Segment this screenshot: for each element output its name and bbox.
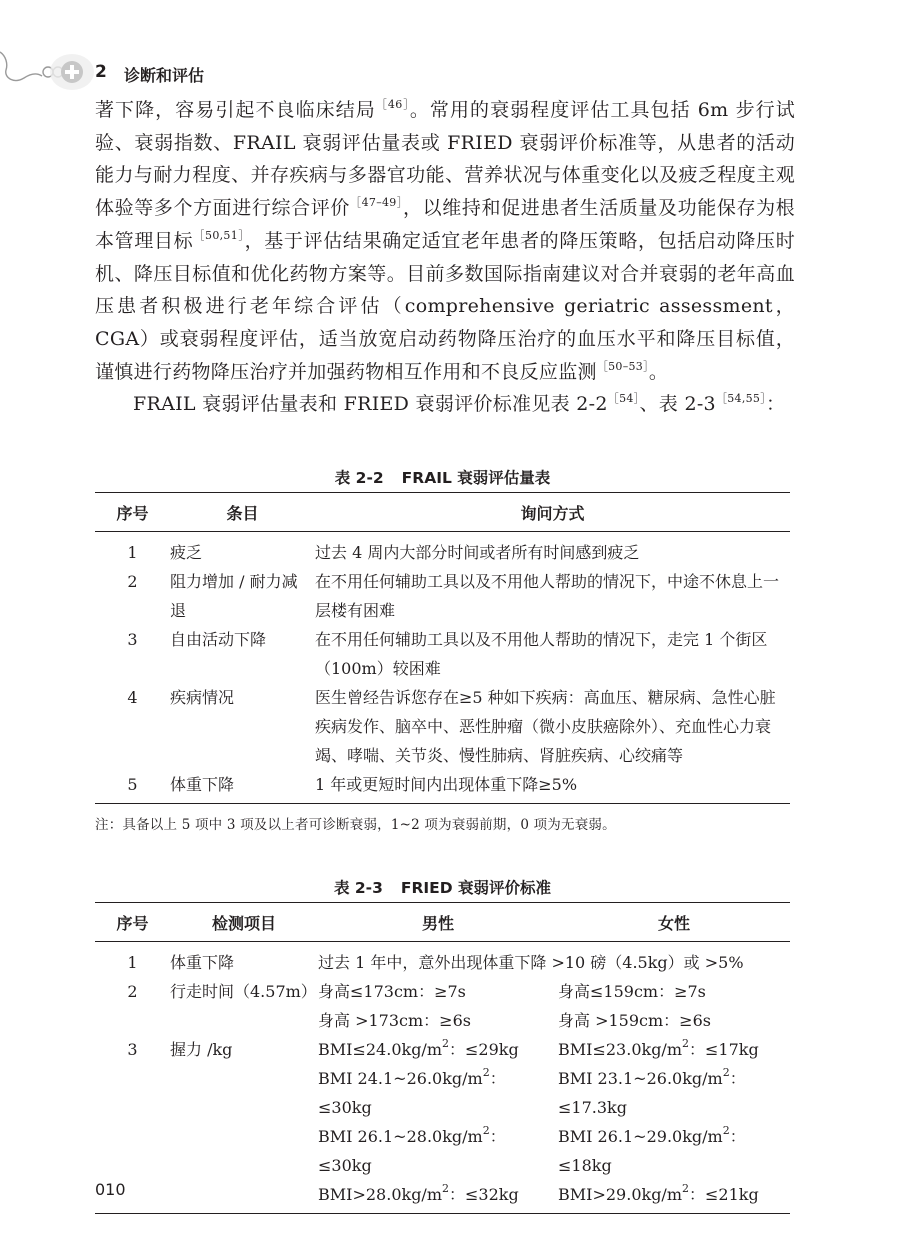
cell-item: 体重下降 bbox=[170, 953, 235, 972]
exponent: 2 bbox=[482, 1066, 490, 1079]
table-row bbox=[95, 683, 790, 770]
exponent: 2 bbox=[682, 1182, 689, 1195]
cell-item: 疾病情况 bbox=[170, 688, 235, 707]
cell-item: 体重下降 bbox=[170, 770, 315, 804]
cell-no: 3 bbox=[95, 1035, 170, 1214]
male-line bbox=[318, 1035, 558, 1064]
frail-table bbox=[95, 492, 790, 804]
cell-no: 5 bbox=[95, 770, 170, 804]
male-line bbox=[318, 1122, 558, 1180]
body-text bbox=[95, 94, 795, 421]
table-title: FRIED 衰弱评价标准 bbox=[400, 879, 552, 897]
header-no: 序号 bbox=[95, 903, 170, 942]
bmi-range: BMI 26.1~29.0kg/m bbox=[558, 1127, 723, 1146]
citation: ［54,55］ bbox=[715, 392, 767, 406]
text-run: ，基于评估结果确定适宜老年患者的降压策略，包括启动降压时机、降压目标值和优化药物方案等。目前多数国际指南建议对合并衰弱的老年高血压患者积极进行老年综合评估（comprehensive geriatric assessment，CGA）或衰弱程度评估，适当放宽启动药物降压治疗的血压水平和降压目标值，谨慎进行药物降压治疗并加强药物相互作用和不良反应监测 bbox=[95, 229, 795, 383]
citation: ［50–53］ bbox=[596, 359, 649, 373]
cell-no: 1 bbox=[127, 953, 138, 972]
threshold: ：≤30kg bbox=[318, 1127, 506, 1175]
stethoscope-icon bbox=[0, 50, 95, 100]
text-run: 。 bbox=[648, 360, 669, 383]
table-row bbox=[95, 567, 790, 625]
cell-male bbox=[318, 977, 558, 1035]
bmi-range: BMI≤23.0kg/m bbox=[558, 1040, 682, 1059]
threshold: ：≤32kg bbox=[449, 1185, 519, 1204]
exponent: 2 bbox=[442, 1182, 449, 1195]
table-row bbox=[95, 942, 790, 978]
cell-method: 过去 4 周内大部分时间或者所有时间感到疲乏 bbox=[315, 543, 640, 562]
cell-item: 阻力增加 / 耐力减退 bbox=[170, 572, 298, 620]
cell-method: 医生曾经告诉您存在≥5 种如下疾病：高血压、糖尿病、急性心脏疾病发作、脑卒中、恶性肿瘤（微小皮肤癌除外）、充血性心力衰竭、哮喘、关节炎、慢性肺病、肾脏疾病、心绞痛等 bbox=[315, 688, 776, 765]
bmi-range: BMI≤24.0kg/m bbox=[318, 1040, 442, 1059]
cell-item: 自由活动下降 bbox=[170, 630, 267, 649]
exponent: 2 bbox=[442, 1037, 449, 1050]
citation: ［46］ bbox=[375, 98, 410, 111]
table-row bbox=[95, 1035, 790, 1214]
exponent: 2 bbox=[482, 1124, 490, 1137]
text-run: 、表 2-3 bbox=[639, 393, 716, 416]
chapter-number: 2 bbox=[95, 62, 107, 82]
table-row bbox=[95, 977, 790, 1035]
table-header-row bbox=[95, 493, 790, 532]
cell-criterion: 过去 1 年中，意外出现体重下降 >10 磅（4.5kg）或 >5% bbox=[318, 953, 744, 972]
fried-table bbox=[95, 902, 790, 1214]
header-method: 询问方式 bbox=[315, 493, 790, 532]
male-line bbox=[318, 1064, 558, 1122]
threshold: ：≤18kg bbox=[558, 1127, 746, 1175]
exponent: 2 bbox=[722, 1066, 730, 1079]
male-line bbox=[318, 1180, 558, 1209]
text-run: ，以维持和促进患者生活质量及功能保存为根本管理目标 bbox=[95, 197, 795, 252]
threshold: ：≤21kg bbox=[689, 1185, 759, 1204]
bmi-range: BMI>28.0kg/m bbox=[318, 1185, 442, 1204]
text-run: 。常用的衰弱程度评估工具包括 6m 步行试验、衰弱指数、FRAIL 衰弱评估量表或 FRIED 衰弱评价标准等，从患者的活动能力与耐力程度、并存疾病与多器官功能、营养状况与体重变化以及疲乏程度主观体验等多个方面进行综合评价 bbox=[95, 99, 795, 220]
table-row bbox=[95, 770, 790, 804]
text-run: 著下降，容易引起不良临床结局 bbox=[95, 99, 376, 121]
cell-no: 1 bbox=[127, 543, 138, 562]
table-header-row bbox=[95, 903, 790, 942]
table-note: 注：具备以上 5 项中 3 项及以上者可诊断衰弱，1~2 项为衰弱前期，0 项为无衰弱。 bbox=[95, 817, 616, 833]
table-fried bbox=[95, 876, 790, 1214]
header-male: 男性 bbox=[318, 903, 558, 942]
bmi-range: BMI 23.1~26.0kg/m bbox=[558, 1069, 723, 1088]
header-female: 女性 bbox=[558, 903, 790, 942]
page-number: 010 bbox=[95, 1180, 126, 1199]
table-title: FRAIL 衰弱评估量表 bbox=[401, 469, 551, 487]
cell-no: 2 bbox=[127, 982, 138, 1001]
cell-no: 2 bbox=[127, 572, 138, 591]
female-line bbox=[558, 1035, 790, 1064]
threshold: ：≤17.3kg bbox=[558, 1069, 746, 1117]
female-line: 身高 >159cm：≥6s bbox=[558, 1011, 711, 1030]
paragraph-2 bbox=[95, 388, 795, 421]
header-item: 检测项目 bbox=[170, 903, 318, 942]
chapter-title: 诊断和评估 bbox=[124, 66, 205, 85]
male-line: 身高 >173cm：≥6s bbox=[318, 1011, 471, 1030]
female-line: 身高≤159cm：≥7s bbox=[558, 982, 706, 1001]
citation: ［47–49］ bbox=[349, 196, 404, 210]
text-run: ： bbox=[766, 393, 786, 416]
table-number: 表 2-2 bbox=[334, 469, 384, 487]
table-caption bbox=[95, 466, 790, 492]
cell-item: 握力 /kg bbox=[170, 1035, 318, 1214]
table-row bbox=[95, 625, 790, 683]
cell-method: 在不用任何辅助工具以及不用他人帮助的情况下，中途不休息上一层楼有困难 bbox=[315, 572, 780, 620]
threshold: ：≤17kg bbox=[689, 1040, 759, 1059]
table-caption bbox=[95, 876, 790, 902]
table-row bbox=[95, 532, 790, 568]
paragraph-1 bbox=[95, 94, 795, 388]
table-frail bbox=[95, 466, 790, 833]
cell-method: 在不用任何辅助工具以及不用他人帮助的情况下，走完 1 个街区（100m）较困难 bbox=[315, 630, 768, 678]
cell-male bbox=[318, 1035, 558, 1214]
female-line bbox=[558, 1064, 790, 1122]
citation: ［50,51］ bbox=[193, 228, 245, 242]
exponent: 2 bbox=[682, 1037, 689, 1050]
female-line bbox=[558, 1180, 790, 1209]
bmi-range: BMI 24.1~26.0kg/m bbox=[318, 1069, 483, 1088]
exponent: 2 bbox=[722, 1124, 730, 1137]
cell-item: 疲乏 bbox=[170, 543, 203, 562]
threshold: ：≤30kg bbox=[318, 1069, 506, 1117]
header-no: 序号 bbox=[95, 493, 170, 532]
running-header bbox=[0, 50, 900, 100]
citation: ［54］ bbox=[607, 392, 640, 406]
cell-item: 行走时间（4.57m） bbox=[170, 982, 317, 1001]
bmi-range: BMI 26.1~28.0kg/m bbox=[318, 1127, 483, 1146]
cell-female bbox=[558, 1035, 790, 1214]
female-line bbox=[558, 1122, 790, 1180]
header-item: 条目 bbox=[170, 493, 315, 532]
cell-no: 4 bbox=[127, 688, 138, 707]
male-line: 身高≤173cm：≥7s bbox=[318, 982, 466, 1001]
bmi-range: BMI>29.0kg/m bbox=[558, 1185, 682, 1204]
text-run: FRAIL 衰弱评估量表和 FRIED 衰弱评价标准见表 2-2 bbox=[133, 393, 608, 416]
cell-female bbox=[558, 977, 790, 1035]
cell-method: 1 年或更短时间内出现体重下降≥5% bbox=[315, 770, 790, 804]
table-number: 表 2-3 bbox=[333, 879, 383, 897]
threshold: ：≤29kg bbox=[449, 1040, 519, 1059]
cell-no: 3 bbox=[127, 630, 138, 649]
